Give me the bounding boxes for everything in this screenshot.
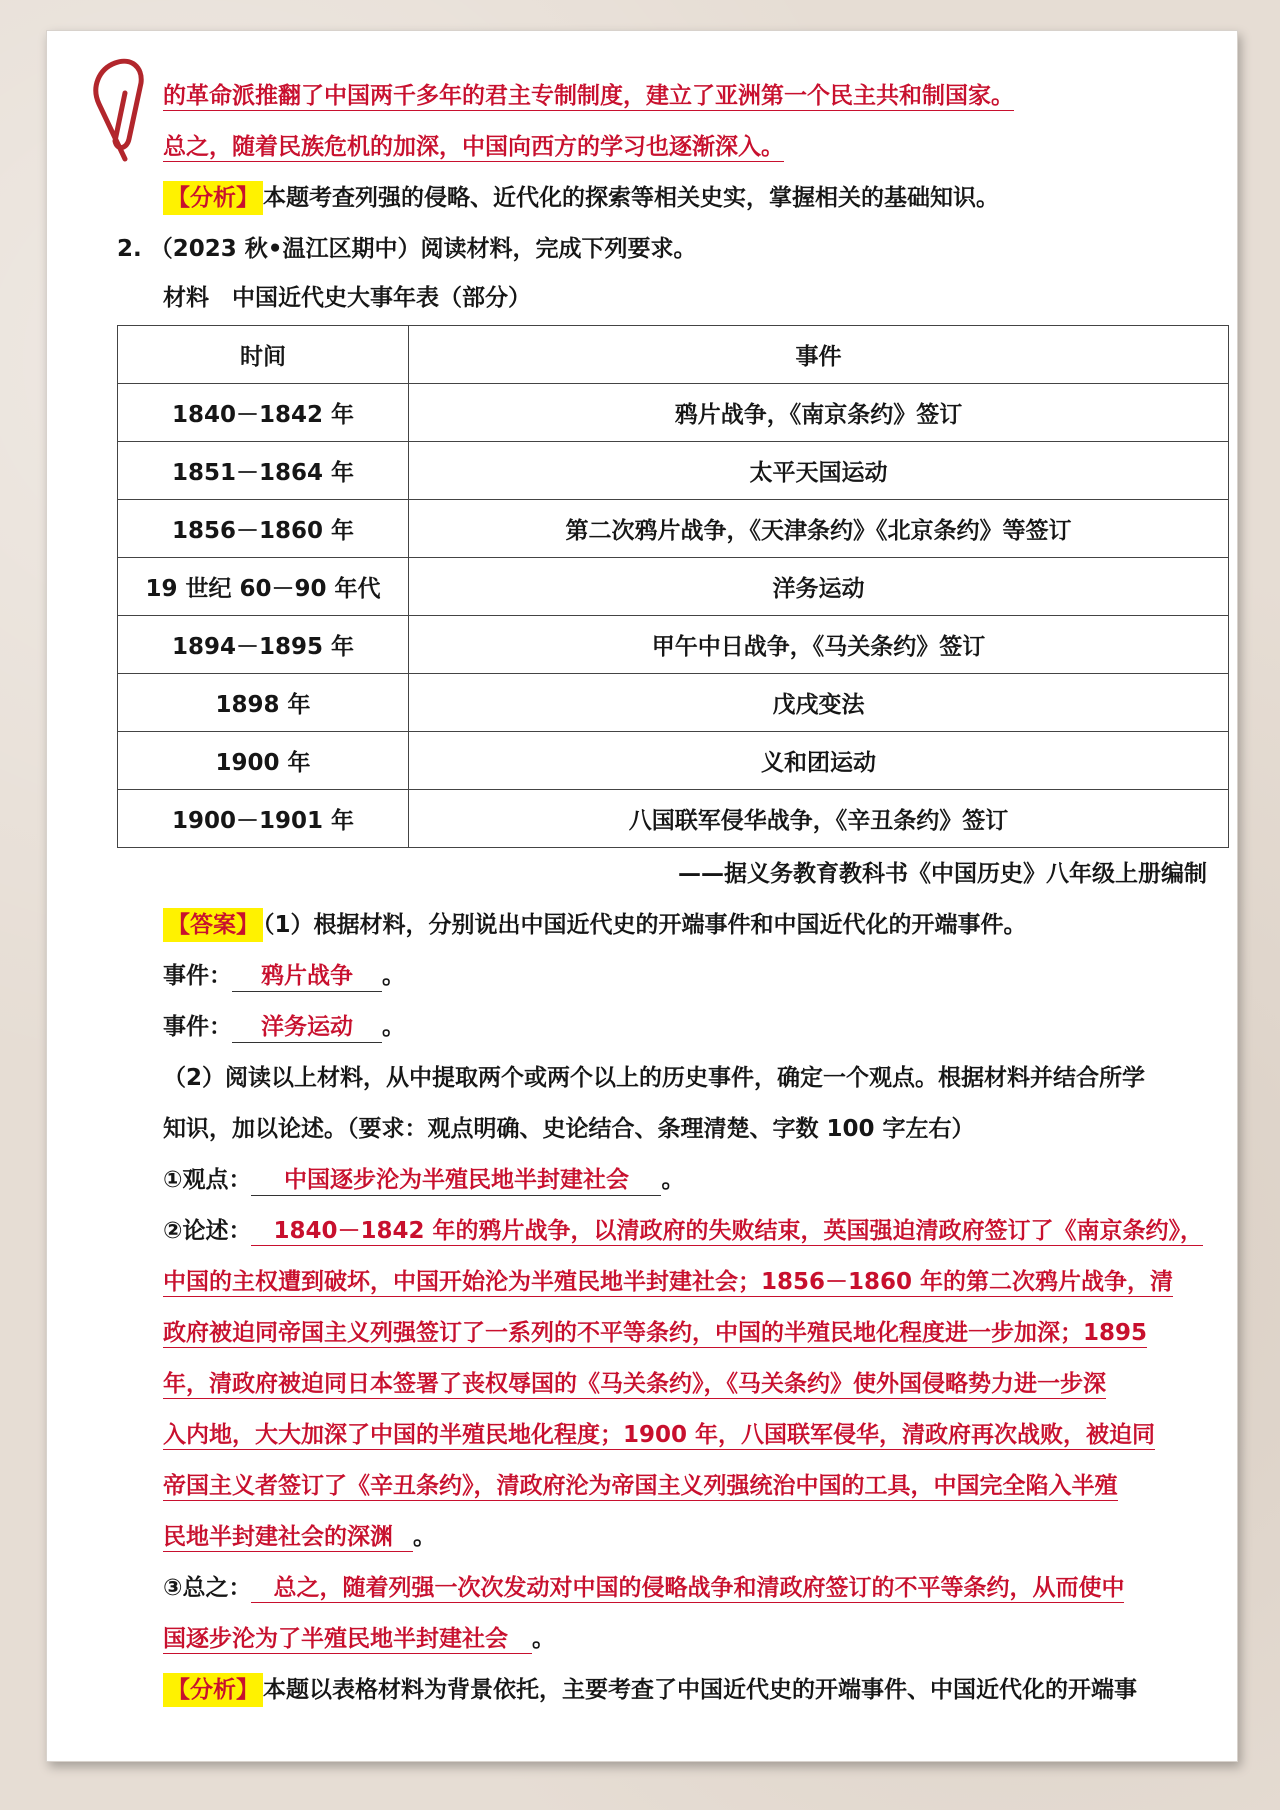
material-title: 材料 中国近代史大事年表（部分） (163, 285, 531, 311)
table-cell-event: 甲午中日战争，《马关条约》签订 (409, 616, 1229, 674)
argument-line-5 (163, 1461, 1207, 1512)
table-row (118, 500, 1229, 558)
answer-q2-line-2: 知识，加以论述。（要求：观点明确、史论结合、条理清楚、字数 100 字左右） (163, 1116, 975, 1142)
period: 。 (661, 1167, 685, 1193)
argument-text: 1840－1842 年的鸦片战争，以清政府的失败结束，英国强迫清政府签订了《南京条约》， (251, 1218, 1203, 1246)
argument-line-4 (163, 1410, 1207, 1461)
table-row (118, 616, 1229, 674)
viewpoint-label: ①观点： (163, 1167, 252, 1193)
event-label: 事件： (163, 1014, 232, 1040)
answer-event-1 (163, 951, 1207, 1002)
argument-text: 年，清政府被迫同日本签署了丧权辱国的《马关条约》，《马关条约》使外国侵略势力进一步深 (163, 1371, 1106, 1397)
table-cell-time: 1851－1864 年 (118, 442, 409, 500)
top-line-1-text: 的革命派推翻了中国两千多年的君主专制制度，建立了亚洲第一个民主共和制国家。 (163, 83, 1014, 109)
table-row (118, 442, 1229, 500)
analysis-tag: 【分析】 (163, 181, 263, 215)
table-cell-time: 1900－1901 年 (118, 790, 409, 848)
summary-text: 总之，随着列强一次次发动对中国的侵略战争和清政府签订的不平等条约，从而使中 (251, 1575, 1124, 1603)
table-cell-event: 戊戌变法 (409, 674, 1229, 732)
period: 。 (382, 1014, 405, 1040)
table-cell-time: 1840－1842 年 (118, 384, 409, 442)
table-cell-event: 第二次鸦片战争，《天津条约》《北京条约》等签订 (409, 500, 1229, 558)
answer-tag: 【答案】 (163, 908, 263, 942)
table-row (118, 558, 1229, 616)
table-cell-event: 义和团运动 (409, 732, 1229, 790)
period: 。 (382, 963, 405, 989)
table-row (118, 790, 1229, 848)
argument-text: 中国的主权遭到破坏，中国开始沦为半殖民地半封建社会；1856－1860 年的第二次鸦片战争，清 (163, 1269, 1174, 1295)
argument-line-6 (163, 1512, 1207, 1563)
top-line-1 (163, 71, 1207, 122)
analysis-2 (163, 1665, 1207, 1716)
answer-q1 (163, 900, 1207, 951)
table-row (118, 384, 1229, 442)
table-header-row (118, 326, 1229, 384)
table-row (118, 732, 1229, 790)
events-table (117, 325, 1229, 848)
table-cell-event: 太平天国运动 (409, 442, 1229, 500)
table-cell-event: 八国联军侵华战争，《辛丑条约》签订 (409, 790, 1229, 848)
argument-line-1 (163, 1257, 1207, 1308)
table-cell-time: 19 世纪 60－90 年代 (118, 558, 409, 616)
table-cell-time: 1898 年 (118, 674, 409, 732)
event-2-blank (232, 1012, 382, 1043)
table-header-time: 时间 (118, 326, 409, 384)
answer-event-2 (163, 1002, 1207, 1053)
event-label: 事件： (163, 963, 232, 989)
event-2-answer: 洋务运动 (261, 1014, 353, 1040)
table-source: ——据义务教育教科书《中国历史》八年级上册编制 (678, 861, 1207, 887)
argument-line-0 (163, 1206, 1207, 1257)
table-cell-event: 洋务运动 (409, 558, 1229, 616)
table-row (118, 674, 1229, 732)
answer-q1-text: （1）根据材料，分别说出中国近代史的开端事件和中国近代化的开端事件。 (263, 912, 1027, 938)
period: 。 (413, 1524, 436, 1550)
event-1-blank (232, 961, 382, 992)
content (117, 71, 1207, 1716)
analysis-1 (163, 173, 1207, 224)
event-1-answer: 鸦片战争 (261, 963, 353, 989)
argument-text: 政府被迫同帝国主义列强签订了一系列的不平等条约，中国的半殖民地化程度进一步加深；1895 (163, 1320, 1148, 1346)
summary-line-0 (163, 1563, 1207, 1614)
viewpoint-blank (251, 1165, 661, 1196)
table-cell-event: 鸦片战争，《南京条约》签订 (409, 384, 1229, 442)
argument-text: 民地半封建社会的深渊 (163, 1524, 413, 1552)
argument-text: 入内地，大大加深了中国的半殖民地化程度；1900 年，八国联军侵华，清政府再次战败，被迫同 (163, 1422, 1156, 1448)
summary-label: ③总之： (163, 1575, 252, 1601)
table-cell-time: 1894－1895 年 (118, 616, 409, 674)
argument-line-2 (163, 1308, 1207, 1359)
table-cell-time: 1900 年 (118, 732, 409, 790)
analysis-2-text: 本题以表格材料为背景依托，主要考查了中国近代史的开端事件、中国近代化的开端事 (263, 1677, 1137, 1703)
viewpoint-answer: 中国逐步沦为半殖民地半封建社会 (283, 1167, 629, 1193)
summary-text: 国逐步沦为了半殖民地半封建社会 (163, 1626, 532, 1654)
summary-line-1 (163, 1614, 1207, 1665)
table-header-event: 事件 (409, 326, 1229, 384)
top-line-2-text: 总之，随着民族危机的加深，中国向西方的学习也逐渐深入。 (163, 134, 784, 160)
analysis-text: 本题考查列强的侵略、近代化的探索等相关史实，掌握相关的基础知识。 (263, 185, 999, 211)
argument-text: 帝国主义者签订了《辛丑条约》，清政府沦为帝国主义列强统治中国的工具，中国完全陷入半殖 (163, 1473, 1118, 1499)
argument-line-3 (163, 1359, 1207, 1410)
period: 。 (532, 1626, 555, 1652)
answer-q2-line-1: （2）阅读以上材料，从中提取两个或两个以上的历史事件，确定一个观点。根据材料并结合所学 (163, 1065, 1146, 1091)
analysis-2-tag: 【分析】 (163, 1673, 263, 1707)
answer-viewpoint (163, 1155, 1207, 1206)
top-line-2 (163, 122, 1207, 173)
argument-label: ②论述： (163, 1218, 252, 1244)
table-cell-time: 1856－1860 年 (118, 500, 409, 558)
question-header: 2. （2023 秋•温江区期中）阅读材料，完成下列要求。 (117, 236, 697, 262)
exam-paper (46, 30, 1238, 1762)
